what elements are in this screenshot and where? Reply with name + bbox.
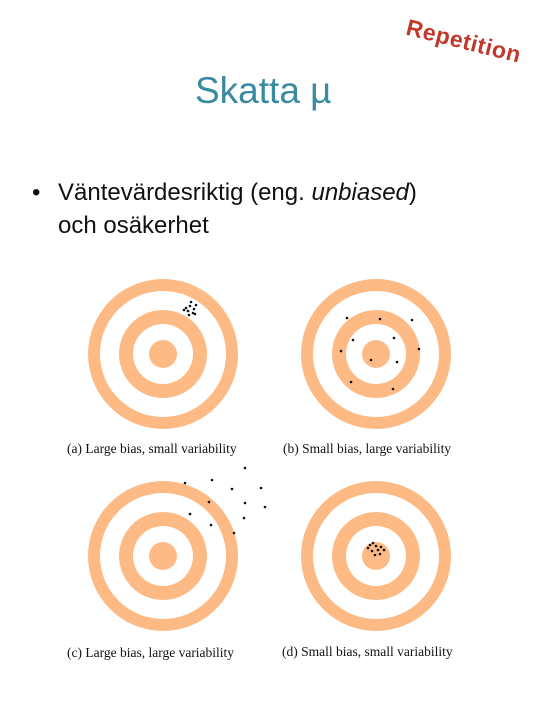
shot-point	[210, 524, 213, 527]
shot-point	[243, 517, 246, 520]
shot-point	[380, 546, 383, 549]
caption-b: (b) Small bias, large variability	[283, 441, 452, 456]
target-ring	[362, 340, 390, 368]
shot-point	[189, 305, 192, 308]
shot-point	[340, 350, 343, 353]
bullet-line-2: och osäkerhet	[58, 212, 209, 239]
shot-point	[383, 549, 386, 552]
shot-point	[184, 482, 187, 485]
shot-point	[371, 550, 374, 553]
shot-point	[411, 319, 414, 322]
shot-point	[372, 542, 375, 545]
shot-point	[183, 309, 186, 312]
shot-point	[260, 487, 263, 490]
target-a	[88, 279, 238, 429]
shot-point	[195, 304, 198, 307]
shot-point	[264, 506, 267, 509]
bullet-text-after: )	[408, 179, 417, 206]
bullet-text-before: Väntevärdesriktig (eng.	[58, 179, 312, 206]
shot-point	[190, 301, 193, 304]
shot-point	[346, 317, 349, 320]
shot-point	[185, 307, 188, 310]
shot-point	[244, 467, 247, 470]
target-d	[301, 481, 451, 631]
shot-point	[231, 488, 234, 491]
shot-point	[189, 513, 192, 516]
caption-d: (d) Small bias, small variability	[282, 644, 453, 659]
bullet-text-italic: unbiased	[311, 179, 409, 206]
shot-point	[418, 348, 421, 351]
bullet-dot-icon: •	[32, 179, 41, 206]
shot-point	[244, 502, 247, 505]
shot-point	[392, 388, 395, 391]
target-c	[88, 467, 266, 631]
shot-point	[377, 549, 380, 552]
shot-point	[393, 337, 396, 340]
caption-a: (a) Large bias, small variability	[67, 441, 237, 456]
shot-point	[193, 308, 196, 311]
shot-point	[379, 318, 382, 321]
shot-point	[211, 479, 214, 482]
shot-point	[396, 361, 399, 364]
shot-point	[350, 381, 353, 384]
shot-point	[375, 545, 378, 548]
shot-point	[369, 544, 372, 547]
target-ring	[149, 542, 177, 570]
repetition-stamp: Repetition	[403, 14, 524, 68]
shot-point	[374, 554, 377, 557]
target-ring	[149, 340, 177, 368]
shot-point	[352, 339, 355, 342]
shot-point	[194, 313, 197, 316]
shot-point	[370, 359, 373, 362]
shot-point	[208, 501, 211, 504]
shot-point	[367, 547, 370, 550]
shot-point	[187, 310, 190, 313]
target-b	[301, 279, 451, 429]
shot-point	[233, 532, 236, 535]
shot-point	[188, 314, 191, 317]
caption-c: (c) Large bias, large variability	[67, 645, 235, 660]
slide-title: Skatta µ	[195, 70, 332, 111]
shot-point	[379, 553, 382, 556]
